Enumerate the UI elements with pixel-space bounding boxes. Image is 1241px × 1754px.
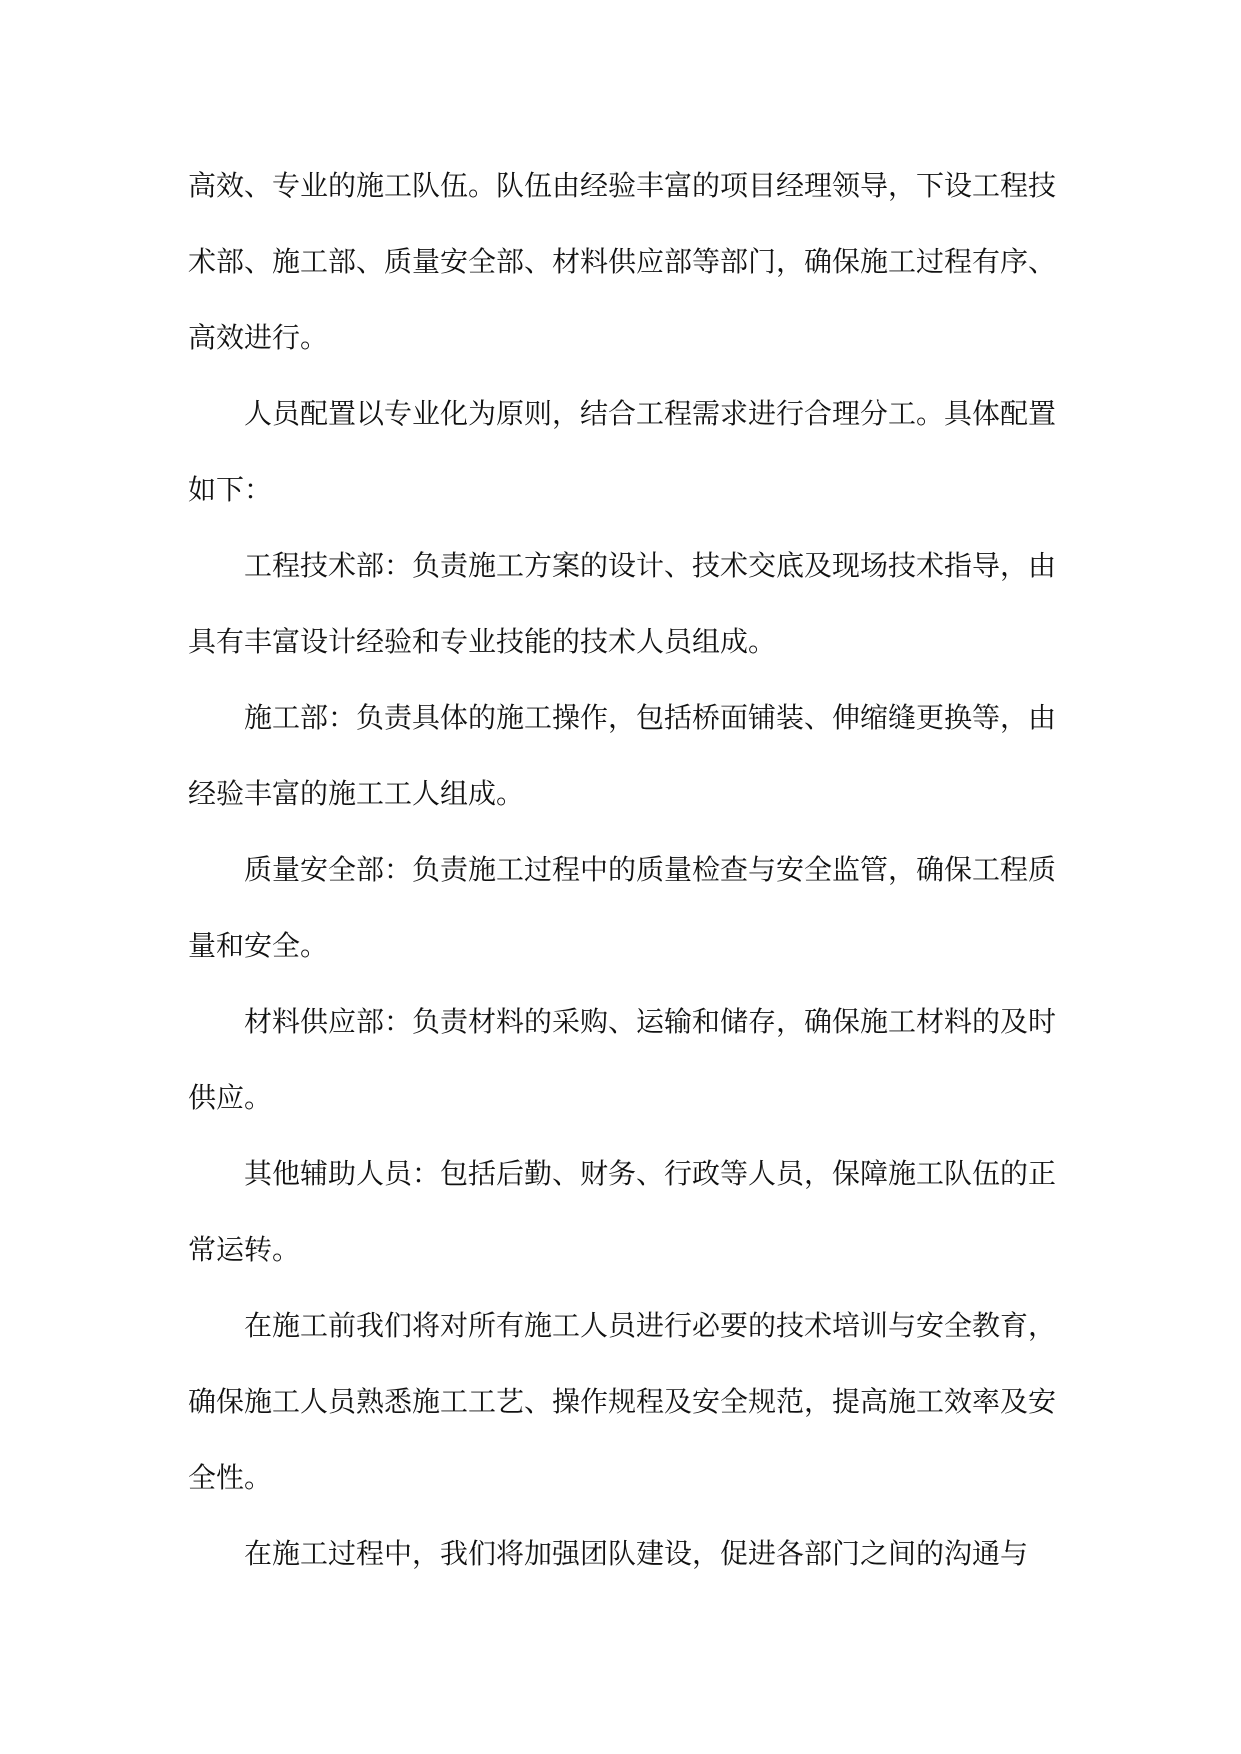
paragraph: 质量安全部：负责施工过程中的质量检查与安全监管，确保工程质量和安全。 — [188, 853, 1057, 962]
paragraph: 人员配置以专业化为原则，结合工程需求进行合理分工。具体配置如下： — [188, 397, 1057, 506]
paragraph: 材料供应部：负责材料的采购、运输和储存，确保施工材料的及时供应。 — [188, 1005, 1057, 1114]
paragraph: 高效、专业的施工队伍。队伍由经验丰富的项目经理领导，下设工程技术部、施工部、质量安全部、材料供应部等部门，确保施工过程有序、高效进行。 — [188, 169, 1057, 354]
paragraph: 其他辅助人员：包括后勤、财务、行政等人员，保障施工队伍的正常运转。 — [188, 1157, 1057, 1266]
document-page — [188, 148, 1056, 1592]
paragraph: 在施工过程中，我们将加强团队建设，促进各部门之间的沟通与 — [244, 1537, 1029, 1570]
paragraph: 施工部：负责具体的施工操作，包括桥面铺装、伸缩缝更换等，由经验丰富的施工工人组成。 — [188, 701, 1057, 810]
paragraph: 在施工前我们将对所有施工人员进行必要的技术培训与安全教育，确保施工人员熟悉施工工艺、操作规程及安全规范，提高施工效率及安全性。 — [188, 1309, 1057, 1494]
paragraph: 工程技术部：负责施工方案的设计、技术交底及现场技术指导，由具有丰富设计经验和专业技能的技术人员组成。 — [188, 549, 1057, 658]
